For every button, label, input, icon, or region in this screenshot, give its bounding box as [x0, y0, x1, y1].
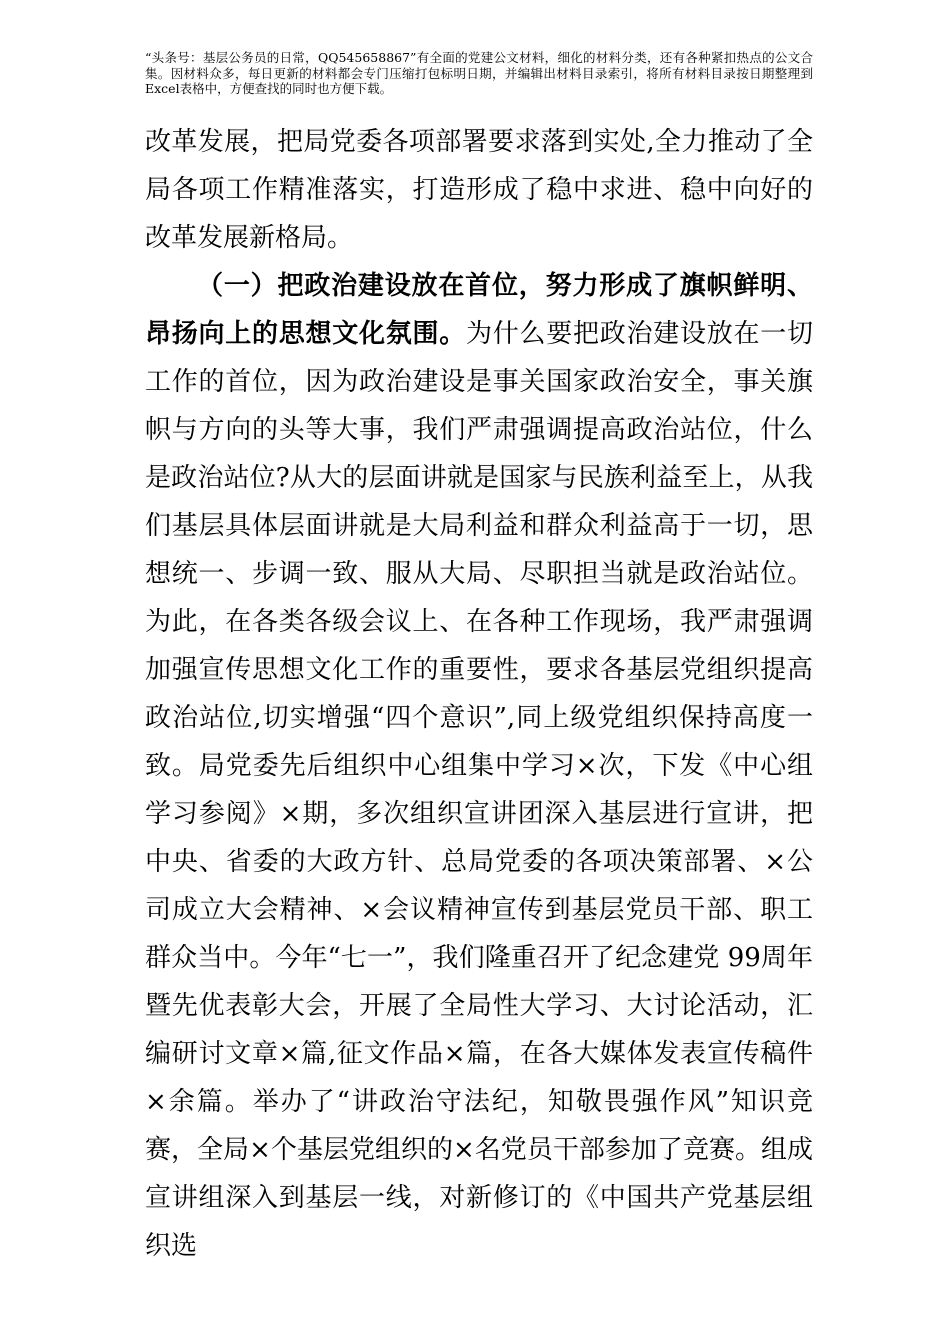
section-body: 为什么要把政治建设放在一切工作的首位，因为政治建设是事关国家政治安全，事关旗帜与方向的头等大事，我们严肃强调提高政治站位，什么是政治站位?从大的层面讲就是国家与民族利益至上，从我们基层具体层面讲就是大局利益和群众利益高于一切，思想统一、步调一致、服从大局、尽职担当就是政治站位。为此，在各类各级会议上、在各种工作现场，我严肃强调加强宣传思想文化工作的重要性，要求各基层党组织提高政治站位,切实增强“四个意识”,同上级党组织保持高度一致。局党委先后组织中心组集中学习×次，下发《中心组学习参阅》×期，多次组织宣讲团深入基层进行宣讲，把中央、省委的大政方针、总局党委的各项决策部署、×公司成立大会精神、×会议精神宣传到基层党员干部、职工群众当中。今年“七一”，我们隆重召开了纪念建党 99周年暨先优表彰大会，开展了全局性大学习、大讨论活动，汇编研讨文章×篇,征文作品×篇，在各大媒体发表宣传稿件×余篇。举办了“讲政治守法纪，知敬畏强作风”知识竞赛，全局×个基层党组织的×名党员干部参加了竞赛。组成宣讲组深入到基层一线，对新修订的《中国共产党基层组织选: [145, 319, 813, 1261]
paragraph-section-one: [145, 262, 813, 1270]
section-heading: （一）把政治建设放在首位，努力形成了旗帜鲜明、昂扬向上的思想文化氛围。: [145, 271, 813, 349]
paragraph-intro: 改革发展，把局党委各项部署要求落到实处,全力推动了全局各项工作精准落实，打造形成了稳中求进、稳中向好的改革发展新格局。: [145, 127, 813, 253]
header-note: “头条号：基层公务员的日常，QQ545658867”有全面的党建公文材料，细化的材料分类，还有各种紧扣热点的公文合集。因材料众多，每日更新的材料都会专门压缩打包标明日期，并编辑出材料目录索引，将所有材料目录按日期整理到Excel表格中，方便查找的同时也方便下载。: [145, 50, 813, 96]
document-body: [145, 118, 813, 1270]
